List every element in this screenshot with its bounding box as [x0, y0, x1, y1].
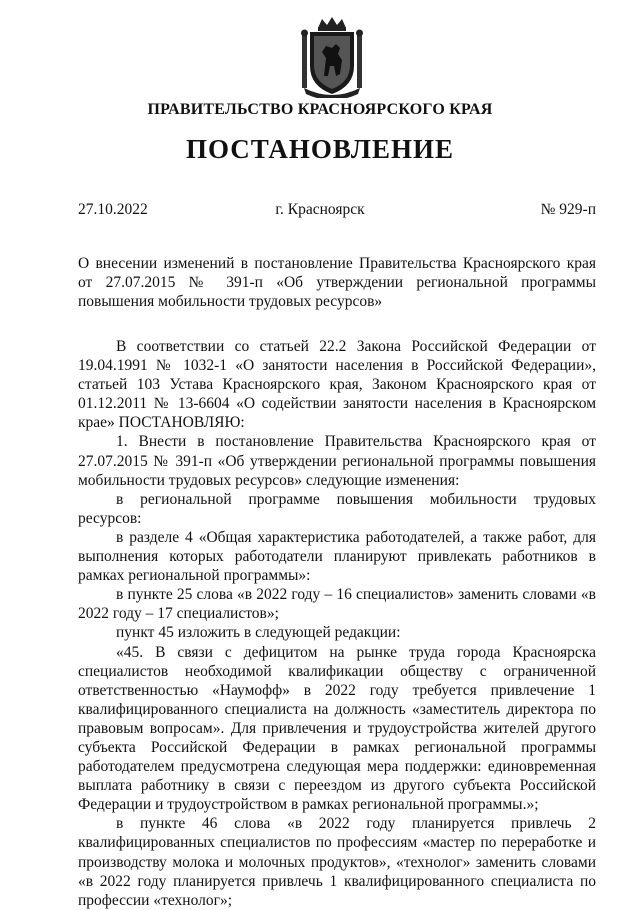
paragraph: 1. Внести в постановление Правительства Красноярского края от 27.07.2015 № 391-п «Об утверждении региональной программы повышения мобильности трудовых ресурсов» следующие изменения: — [78, 433, 596, 489]
paragraph: в разделе 4 «Общая характеристика работодателей, а также работ, для выполнения которых работодатели планируют привлекать работников в рамках региональной программы»: — [78, 528, 596, 585]
paragraph: пункт 45 изложить в следующей редакции: — [116, 624, 401, 642]
paragraph: в региональной программе повышения мобильности трудовых ресурсов: — [78, 490, 596, 527]
document-type: ПОСТАНОВЛЕНИЕ — [185, 134, 455, 164]
document-subject: О внесении изменений в постановление Правительства Красноярского края от 27.07.2015 № 391-п «Об утверждении региональной программы повышения мобильности трудовых ресурсов» — [78, 255, 596, 310]
document-city: г. Красноярск — [275, 201, 365, 218]
document-body — [78, 337, 596, 910]
document-date: 27.10.2022 — [78, 201, 148, 218]
organization-name: ПРАВИТЕЛЬСТВО КРАСНОЯРСКОГО КРАЯ — [147, 101, 493, 118]
paragraph: в пункте 25 слова «в 2022 году – 16 специалистов» заменить словами «в 2022 году – 17 специалистов»; — [78, 586, 596, 623]
document-number: № 929-п — [540, 201, 596, 218]
paragraph: в пункте 46 слова «в 2022 году планируется привлечь 2 квалифицированных специалистов по профессиям «мастер по переработке и производству молока и молочных продуктов», «технолог» заменить словами «в 2022 году планируется привлечь 1 квалифицированного специалиста по профессии «технолог»; — [78, 815, 596, 909]
paragraph: «45. В связи с дефицитом на рынке труда города Красноярска специалистов необходимой квалификации обществу с ограниченной ответственностью «Наумофф» в 2022 году требуется привлечение 1 квалифицированного специалиста на должность «заместитель директора по правовым вопросам». Для привлечения и трудоустройства жителей другого субъекта Российской Федерации в рамках региональной программы работодателем предусмотрена следующая мера поддержки: единовременная выплата работнику в связи с переездом из другого субъекта Российской Федерации и трудоустройством в рамках региональной программы.»; — [78, 643, 596, 814]
paragraph: В соответствии со статьей 22.2 Закона Российской Федерации от 19.04.1991 № 1032-1 «О занятости населения в Российской Федерации», статьей 103 Устава Красноярского края, Законом Красноярского края от 01.12.2011 № 13-6604 «О содействии занятости населения в Красноярском крае» ПОСТАНОВЛЯЮ: — [78, 338, 596, 432]
coat-of-arms-icon — [296, 14, 368, 98]
